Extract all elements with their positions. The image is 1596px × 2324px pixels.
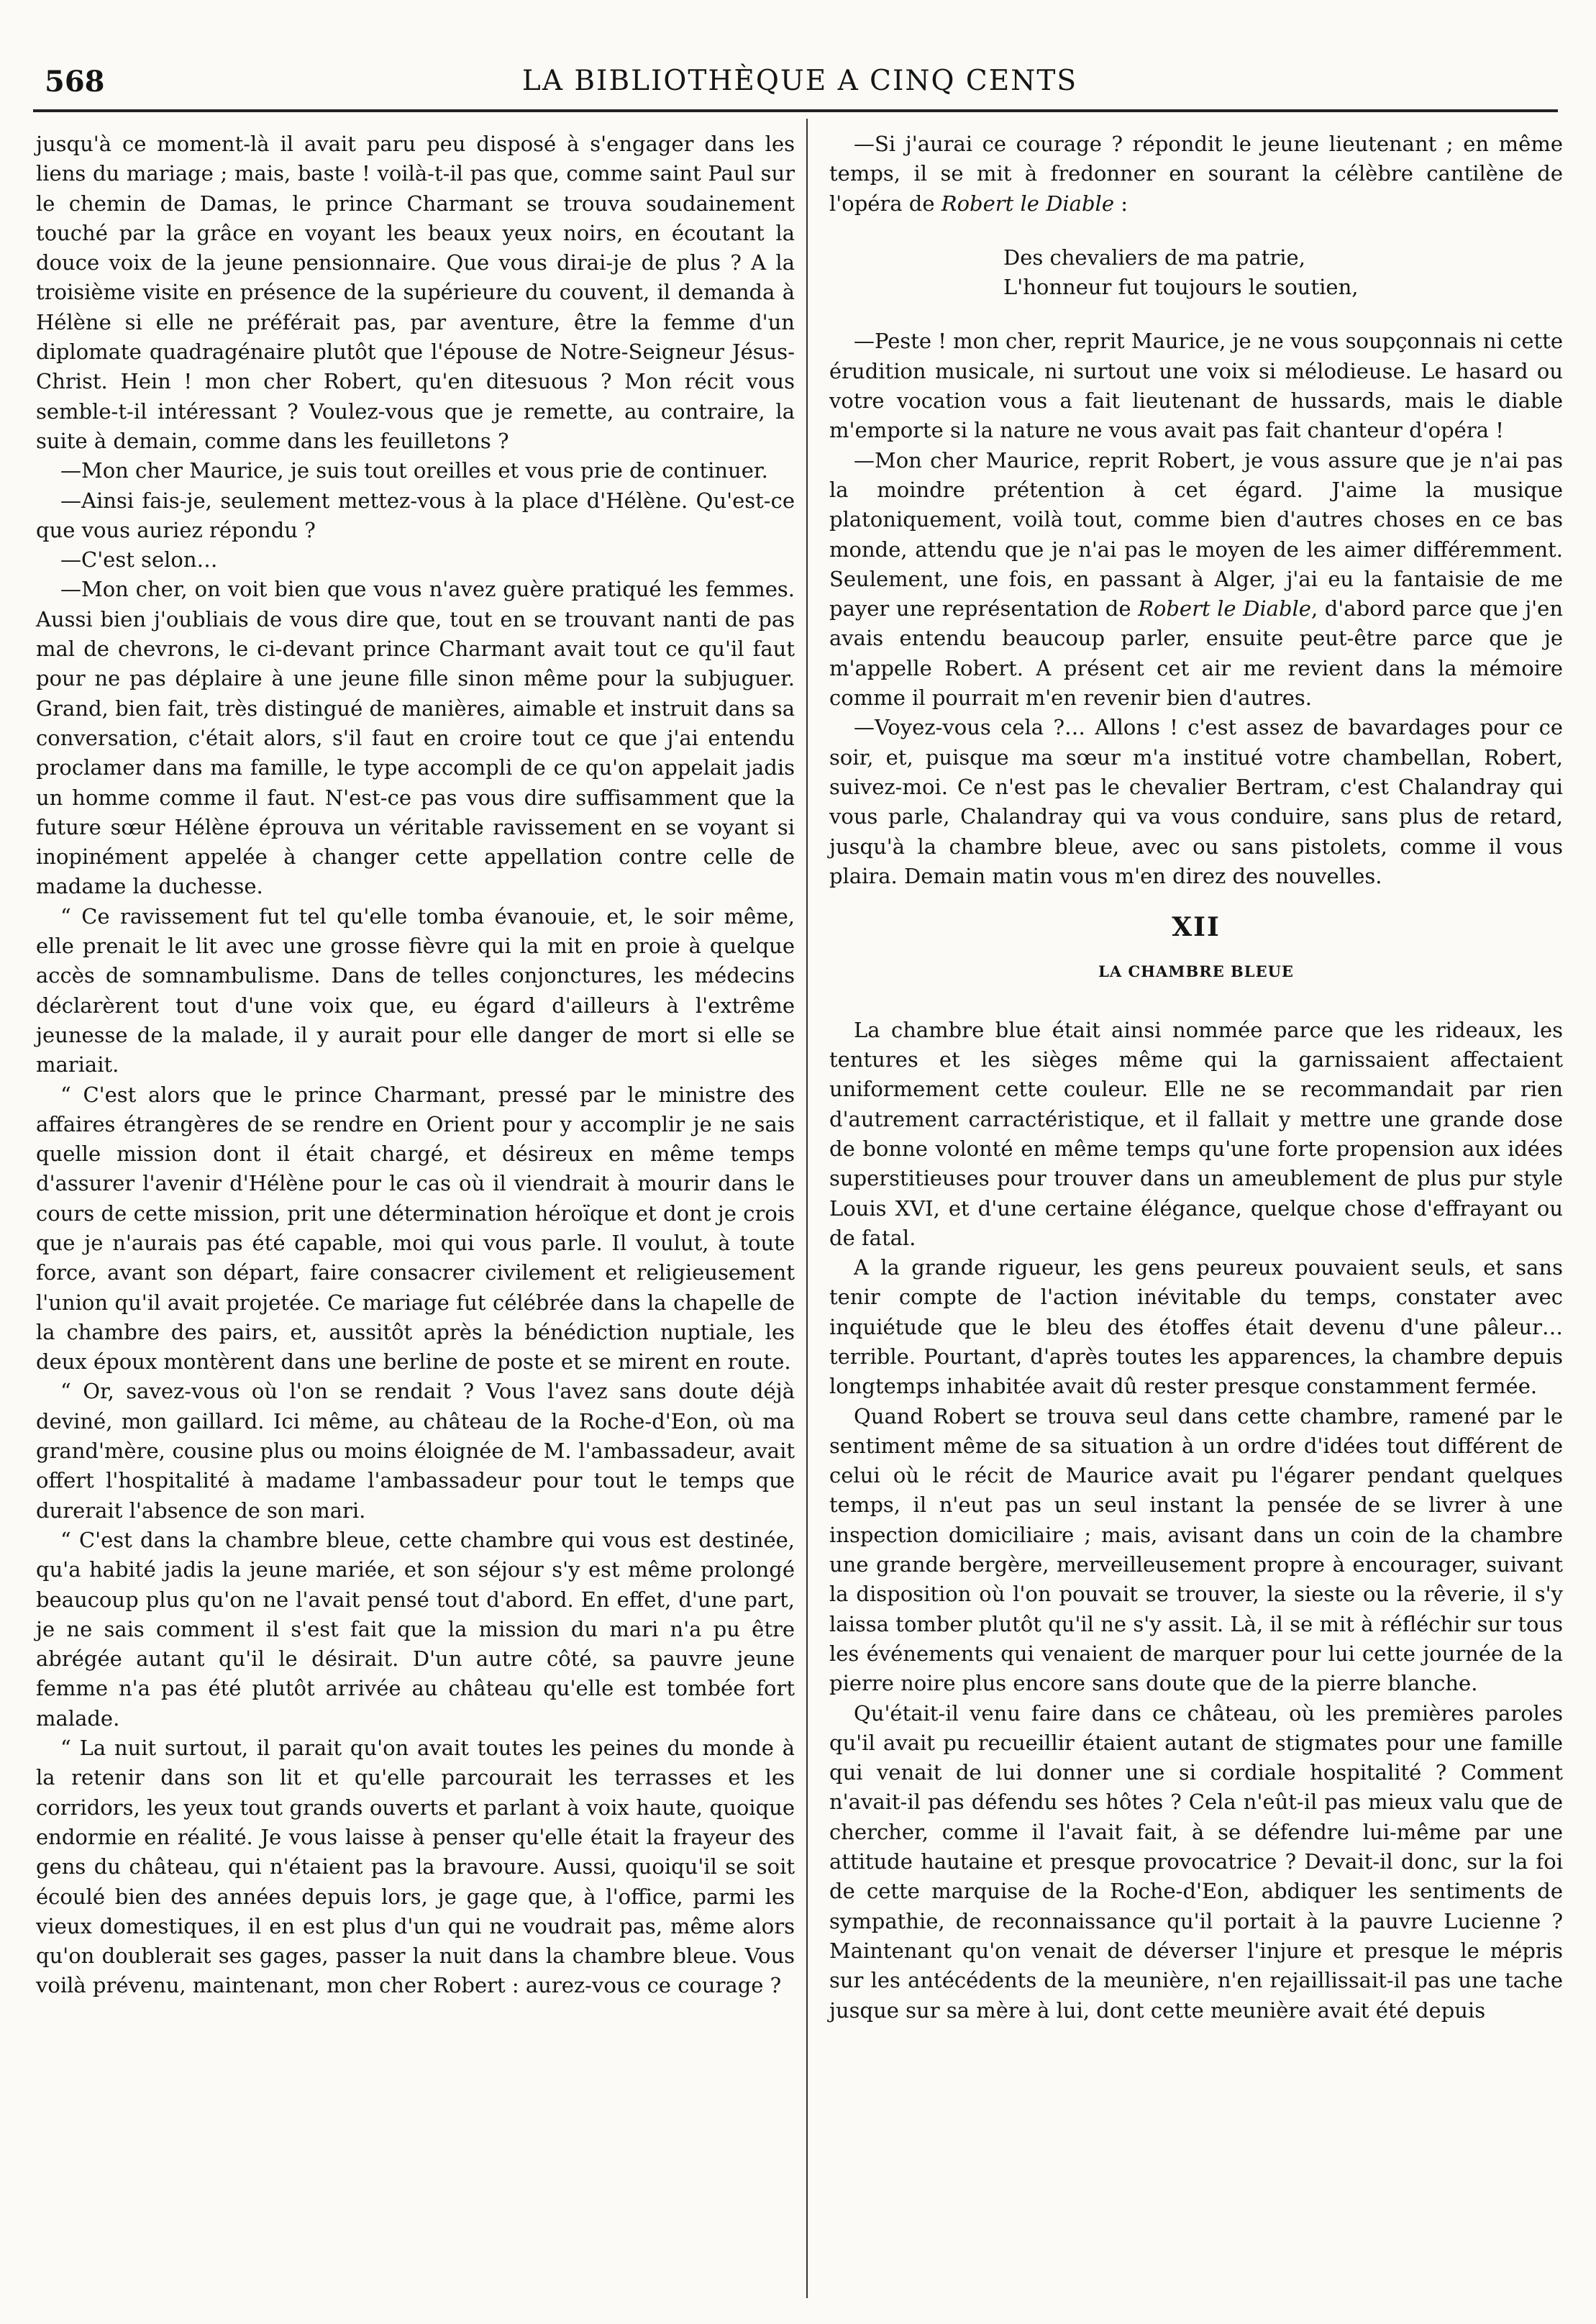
paragraph-text: , d'abord parce que j'en avais entendu beaucoup parler, ensuite peut-être parce que je m'appelle Robert. A présent cet air me revient dans la mémoire comme il pourrait m'en revenir bien d'autres. — [829, 596, 1563, 711]
paragraph: A la grande rigueur, les gens peureux pouvaient seuls, et sans tenir compte de l'action inévitable du temps, constater avec inquiétude que le bleu des étoffes était devenu d'une pâleur… terrible. Pourtant, d'après toutes les apparences, la chambre depuis longtemps inhabitée avait dû rester presque constamment fermée. — [829, 1255, 1563, 1399]
paragraph: —Mon cher Maurice, je suis tout oreilles et vous prie de continuer. — [60, 458, 768, 483]
paragraph: —Mon cher, on voit bien que vous n'avez guère pratiqué les femmes. Aussi bien j'oubliais de vous dire que, tout en se trouvant nanti de pas mal de chevrons, le ci-devant prince Charmant avait tout ce qu'il faut pour ne pas déplaire à une jeune fille sinon même pour la subjuguer. Grand, bien fait, très distingué de manières, aimable et instruit dans sa conversation, c'était alors, s'il faut en croire tout ce que j'ai entendu proclamer dans ma famille, le type accompli de ce qu'on appelait jadis un homme comme il faut. N'est-ce pas vous dire suffisamment que la future sœur Hélène éprouva un véritable ravissement en se voyant si inopinément appelée à changer cette appellation contre celle de madame la duchesse. — [36, 577, 795, 899]
left-column — [36, 129, 795, 2001]
page-number: 568 — [45, 65, 105, 99]
verse-line: L'honneur fut toujours le soutien, — [1003, 275, 1359, 300]
paragraph-text: —Mon cher Maurice, reprit Robert, je vous assure que je n'ai pas la moindre prétention à cet égard. J'aime la musique platoniquement, voilà tout, comme bien d'autres choses en ce bas monde, attendu que je n'ai pas le moyen de les aimer différemment. Seulement, une fois, en passant à Alger, j'ai eu la fantaisie de me payer une représentation de — [829, 447, 1563, 621]
paragraph — [829, 129, 1563, 219]
paragraph — [829, 446, 1563, 714]
paragraph: jusqu'à ce moment-là il avait paru peu disposé à s'engager dans les liens du mariage ; mais, baste ! voilà-t-il pas que, comme saint Paul sur le chemin de Damas, le prince Charmant se trouva soudainement touché par la grâce en voyant les beaux yeux noirs, en écoutant la douce voix de la jeune pensionnaire. Que vous dirai-je de plus ? A la troisième visite en présence de la supérieure du couvent, il demanda à Hélène si elle ne préférait pas, par aventure, être la femme d'un diplomate quadragénaire plutôt que l'épouse de Notre-Seigneur Jésus-Christ. Hein ! mon cher Robert, qu'en ditesuous ? Mon récit vous semble-t-il intéressant ? Voulez-vous que je remette, au contraire, la suite à demain, comme dans les feuilletons ? — [36, 132, 795, 453]
chapter-number: XII — [1172, 912, 1221, 943]
right-column — [829, 129, 1563, 2025]
paragraph: “ C'est dans la chambre bleue, cette chambre qui vous est destinée, qu'a habité jadis la jeune mariée, et son séjour s'y est même prolongé beaucoup plus qu'on ne l'avait pensé tout d'abord. En effet, d'une part, je ne sais comment il s'est fait que la mission du mari n'a pu être abrégée autant qu'il le désirait. D'un autre côté, sa pauvre jeune femme n'a pas été plutôt arrivée au château qu'elle est tombée fort malade. — [36, 1527, 795, 1731]
page-header — [45, 65, 1555, 115]
paragraph: —Peste ! mon cher, reprit Maurice, je ne vous soupçonnais ni cette érudition musicale, ni surtout une voix si mélodieuse. Le hasard ou votre vocation vous a fait lieutenant de hussards, mais le diable m'emporte si la nature ne vous avait pas fait chanteur d'opéra ! — [829, 329, 1563, 443]
paragraph-text: : — [1113, 191, 1128, 216]
paragraph: Quand Robert se trouva seul dans cette chambre, ramené par le sentiment même de sa situation à un ordre d'idées tout différent de celui où le récit de Maurice avait pu l'égarer pendant quelques temps, il n'eut pas un seul instant la pensée de se livrer à une inspection domiciliaire ; mais, avisant dans un coin de la chambre une grande bergère, merveilleusement propre à encourager, suivant la disposition où l'on pouvait se trouver, la sieste ou la rêverie, il s'y laissa tomber plutôt qu'il ne s'y assit. Là, il se mit à réfléchir sur tous les événements qui venaient de marquer pour lui cette journée de la pierre noire plus encore sans doute que de la pierre blanche. — [829, 1403, 1563, 1696]
verse-line: Des chevaliers de ma patrie, — [1003, 245, 1305, 270]
header-rule — [33, 109, 1558, 112]
column-divider — [806, 119, 808, 2298]
opera-title: Robert le Diable — [1138, 596, 1311, 621]
running-title: LA BIBLIOTHÈQUE A CINQ CENTS — [521, 65, 1078, 97]
paragraph: —C'est selon… — [60, 547, 218, 573]
paragraph: “ La nuit surtout, il parait qu'on avait toutes les peines du monde à la retenir dans son lit et qu'elle parcourait les terrasses et les corridors, les yeux tout grands ouverts et parlant à voix haute, quoique endormie en réalité. Je vous laisse à penser qu'elle était la frayeur des gens du château, qui n'étaient pas la bravoure. Aussi, quoiqu'il se soit écoulé bien des années depuis lors, je gage que, à l'office, parmi les vieux domestiques, il en est plus d'un qui ne voudrait pas, même alors qu'on doublerait ses gages, passer la nuit dans la chambre bleue. Vous voilà prévenu, maintenant, mon cher Robert : aurez-vous ce courage ? — [36, 1736, 795, 1998]
paragraph-text: —Si j'aurai ce courage ? répondit le jeune lieutenant ; en même temps, il se mit à fredonner en sourant la célèbre cantilène de l'opéra de — [829, 132, 1563, 216]
chapter-title: LA CHAMBRE BLEUE — [1098, 962, 1294, 981]
paragraph: Qu'était-il venu faire dans ce château, où les premières paroles qu'il avait pu recueillir étaient autant de stigmates pour une famille qui venait de lui donner une si cordiale hospitalité ? Comment n'avait-il pas défendu ses hôtes ? Cela n'eût-il pas mieux valu que de chercher, comme il l'avait fait, à se défendre lui-même par une attitude hautaine et presque provocatrice ? Devait-il donc, sur la foi de cette marquise de la Roche-d'Eon, abdiquer les sentiments de sympathie, de reconnaissance qu'il portait à la pauvre Lucienne ? Maintenant qu'on venait de déverser l'injure et presque le mépris sur les antécédents de la meunière, n'en rejaillissait-il pas une tache jusque sur sa mère à lui, dont cette meunière avait été depuis — [829, 1700, 1563, 2023]
paragraph: “ Ce ravissement fut tel qu'elle tomba évanouie, et, le soir même, elle prenait le lit avec une grosse fièvre qui la mit en proie à quelque accès de somnambulisme. Dans de telles conjonctures, les médecins déclarèrent tout d'une voix que, eu égard d'ailleurs à l'extrême jeunesse de la malade, il y aurait pour elle danger de mort si elle se mariait. — [36, 903, 795, 1077]
opera-title: Robert le Diable — [941, 191, 1114, 216]
paragraph: La chambre blue était ainsi nommée parce que les rideaux, les tentures et les sièges même qui la garnissaient affectaient uniformement cette couleur. Elle ne se recommandait par rien d'autrement carractéristique, et il fallait y mettre une grande dose de bonne volonté en même temps qu'une forte propension aux idées superstitieuses pour trouver dans un ameublement de plus pur style Louis XVI, et d'une certaine élégance, quelque chose d'effrayant ou de fatal. — [829, 1017, 1563, 1250]
paragraph: “ Or, savez-vous où l'on se rendait ? Vous l'avez sans doute déjà deviné, mon gaillard. Ici même, au château de la Roche-d'Eon, où ma grand'mère, cousine plus ou moins éloignée de M. l'ambassadeur, avait offert l'hospitalité à madame l'ambassadeur pour tout le temps que durerait l'absence de son mari. — [36, 1379, 795, 1523]
verse — [1003, 243, 1563, 303]
paragraph: “ C'est alors que le prince Charmant, pressé par le ministre des affaires étrangères de se rendre en Orient pour y accomplir je ne sais quelle mission dont il était chargé, et désireux en même temps d'assurer l'avenir d'Hélène pour le cas où il viendrait à mourir dans le cours de cette mission, prit une détermination héroïque et dont je crois que je n'aurais pas été capable, moi qui vous parle. Il voulut, à toute force, avant son départ, faire consacrer civilement et religieusement l'union qu'il avait projetée. Ce mariage fut célébrée dans la chapelle de la chambre des pairs, et, aussitôt après la bénédiction nuptiale, les deux époux montèrent dans une berline de poste et se mirent en route. — [36, 1082, 795, 1375]
paragraph: —Voyez-vous cela ?… Allons ! c'est assez de bavardages pour ce soir, et, puisque ma sœur m'a institué votre chambellan, Robert, suivez-moi. Ce n'est pas le chevalier Bertram, c'est Chalandray qui vous parle, Chalandray qui va vous conduire, sans plus de retard, jusqu'à la chambre bleue, avec ou sans pistolets, comme il vous plaira. Demain matin vous m'en direz des nouvelles. — [829, 715, 1563, 888]
paragraph: —Ainsi fais-je, seulement mettez-vous à la place d'Hélène. Qu'est-ce que vous auriez répondu ? — [36, 488, 795, 542]
